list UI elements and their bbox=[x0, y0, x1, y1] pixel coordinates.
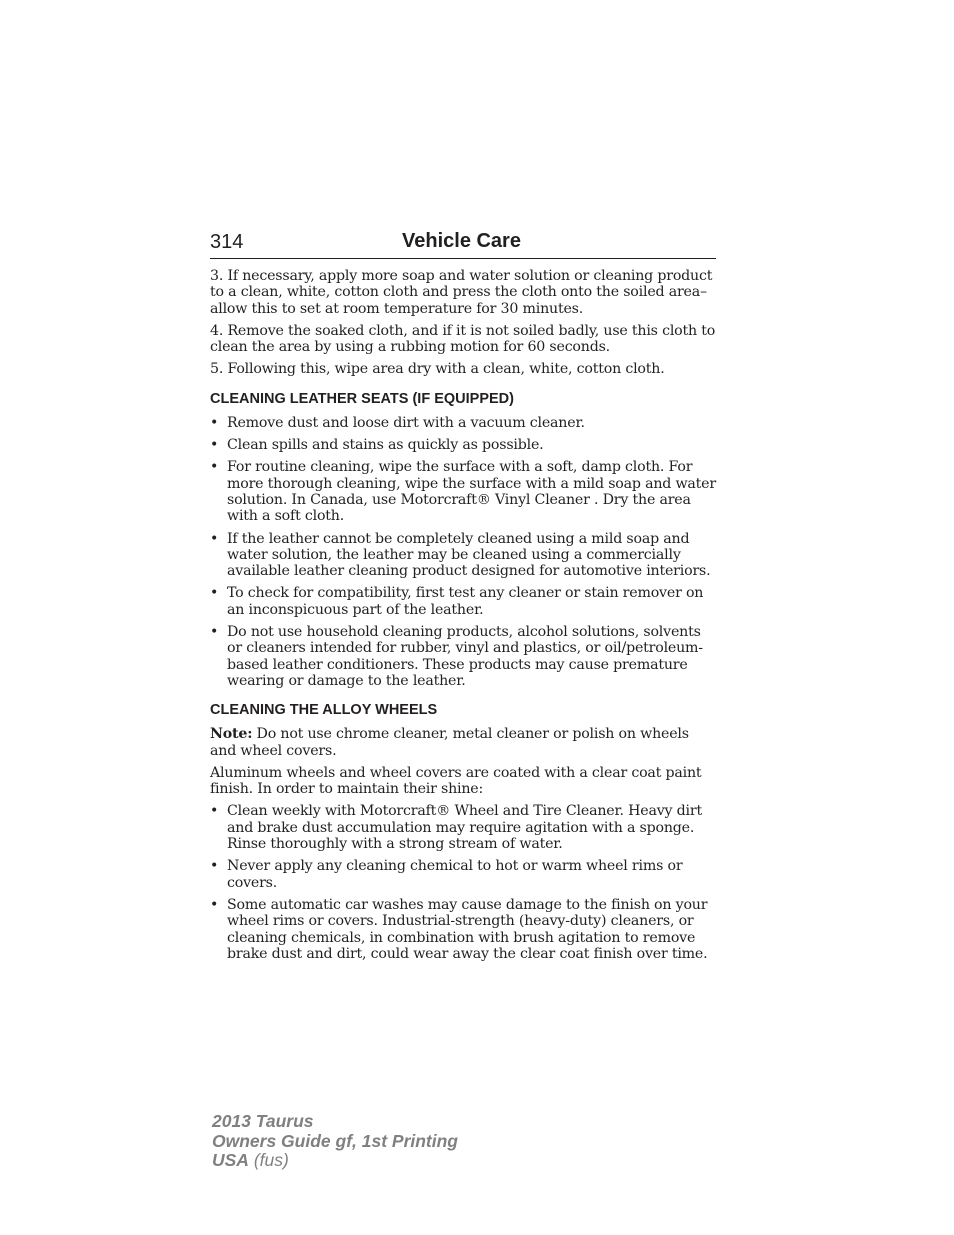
list-item bbox=[210, 624, 716, 689]
list-item-text: Remove dust and loose dirt with a vacuum cleaner. bbox=[227, 414, 585, 431]
list-item bbox=[210, 459, 716, 524]
footer-region-code: (fus) bbox=[248, 1150, 289, 1170]
leather-heading: CLEANING LEATHER SEATS (IF EQUIPPED) bbox=[210, 390, 514, 407]
list-item bbox=[210, 858, 716, 891]
step-5: 5. Following this, wipe area dry with a clean, white, cotton cloth. bbox=[210, 361, 665, 378]
wheels-note bbox=[210, 726, 716, 759]
list-item bbox=[210, 803, 716, 852]
step-3: 3. If necessary, apply more soap and water solution or cleaning product to a clean, white, cotton cloth and press the cloth onto the soiled area–allow this to set at room temperature for 30 minutes. bbox=[210, 268, 713, 317]
footer-region bbox=[212, 1151, 458, 1171]
bullet-icon: • bbox=[210, 624, 219, 641]
list-item-text: Some automatic car washes may cause damage to the finish on your wheel rims or covers. Industrial-strength (heavy-duty) cleaners, or cleaning chemicals, in combination with brush agitation to remove brake dust and dirt, could wear away the clear coat finish over time. bbox=[227, 896, 708, 962]
list-item-text: To check for compatibility, first test any cleaner or stain remover on an inconspicuous part of the leather. bbox=[227, 585, 704, 618]
wheels-bullet-list bbox=[210, 803, 716, 962]
bullet-icon: • bbox=[210, 459, 219, 476]
note-text: Do not use chrome cleaner, metal cleaner or polish on wheels and wheel covers. bbox=[210, 726, 689, 759]
list-item-text: Clean spills and stains as quickly as possible. bbox=[227, 437, 544, 454]
section-title: Vehicle Care bbox=[402, 230, 521, 252]
wheels-intro: Aluminum wheels and wheel covers are coated with a clear coat paint finish. In order to maintain their shine: bbox=[210, 764, 702, 798]
bullet-icon: • bbox=[210, 858, 219, 875]
bullet-icon: • bbox=[210, 530, 219, 547]
footer-edition: Owners Guide gf, 1st Printing bbox=[212, 1130, 458, 1151]
bullet-icon: • bbox=[210, 585, 219, 602]
wheels-heading: CLEANING THE ALLOY WHEELS bbox=[210, 702, 438, 719]
page-header bbox=[210, 228, 716, 259]
list-item bbox=[210, 531, 716, 580]
bullet-icon: • bbox=[210, 437, 219, 454]
page-number: 314 bbox=[210, 231, 244, 253]
bullet-icon: • bbox=[210, 414, 219, 431]
list-item-text: Never apply any cleaning chemical to hot or warm wheel rims or covers. bbox=[227, 858, 683, 891]
footer-model: 2013 Taurus bbox=[212, 1111, 314, 1131]
list-item bbox=[210, 585, 716, 618]
page-footer bbox=[212, 1112, 458, 1171]
list-item-text: If the leather cannot be completely cleaned using a mild soap and water solution, the leather may be cleaned using a commercially available leather cleaning product designed for automotive interiors. bbox=[227, 530, 711, 580]
list-item-text: Clean weekly with Motorcraft® Wheel and Tire Cleaner. Heavy dirt and brake dust accumulation may require agitation with a sponge. Rinse thoroughly with a strong stream of water. bbox=[227, 803, 702, 853]
note-label: Note: bbox=[210, 726, 253, 743]
leather-bullet-list bbox=[210, 415, 716, 689]
bullet-icon: • bbox=[210, 803, 219, 820]
list-item bbox=[210, 437, 716, 453]
step-4: 4. Remove the soaked cloth, and if it is not soiled badly, use this cloth to clean the area by using a rubbing motion for 60 seconds. bbox=[210, 322, 716, 356]
list-item-text: Do not use household cleaning products, alcohol solutions, solvents or cleaners intended for rubber, vinyl and plastics, or oil/petroleum-based leather conditioners. These products may cause premature wearing or damage to the leather. bbox=[227, 624, 703, 689]
page-content bbox=[210, 268, 716, 968]
list-item bbox=[210, 897, 716, 962]
bullet-icon: • bbox=[210, 896, 219, 913]
footer-region-main: USA bbox=[212, 1150, 249, 1170]
list-item bbox=[210, 415, 716, 431]
list-item-text: For routine cleaning, wipe the surface with a soft, damp cloth. For more thorough cleaning, wipe the surface with a mild soap and water solution. In Canada, use Motorcraft® Vinyl Cleaner . Dry the area with a soft cloth. bbox=[227, 459, 716, 525]
